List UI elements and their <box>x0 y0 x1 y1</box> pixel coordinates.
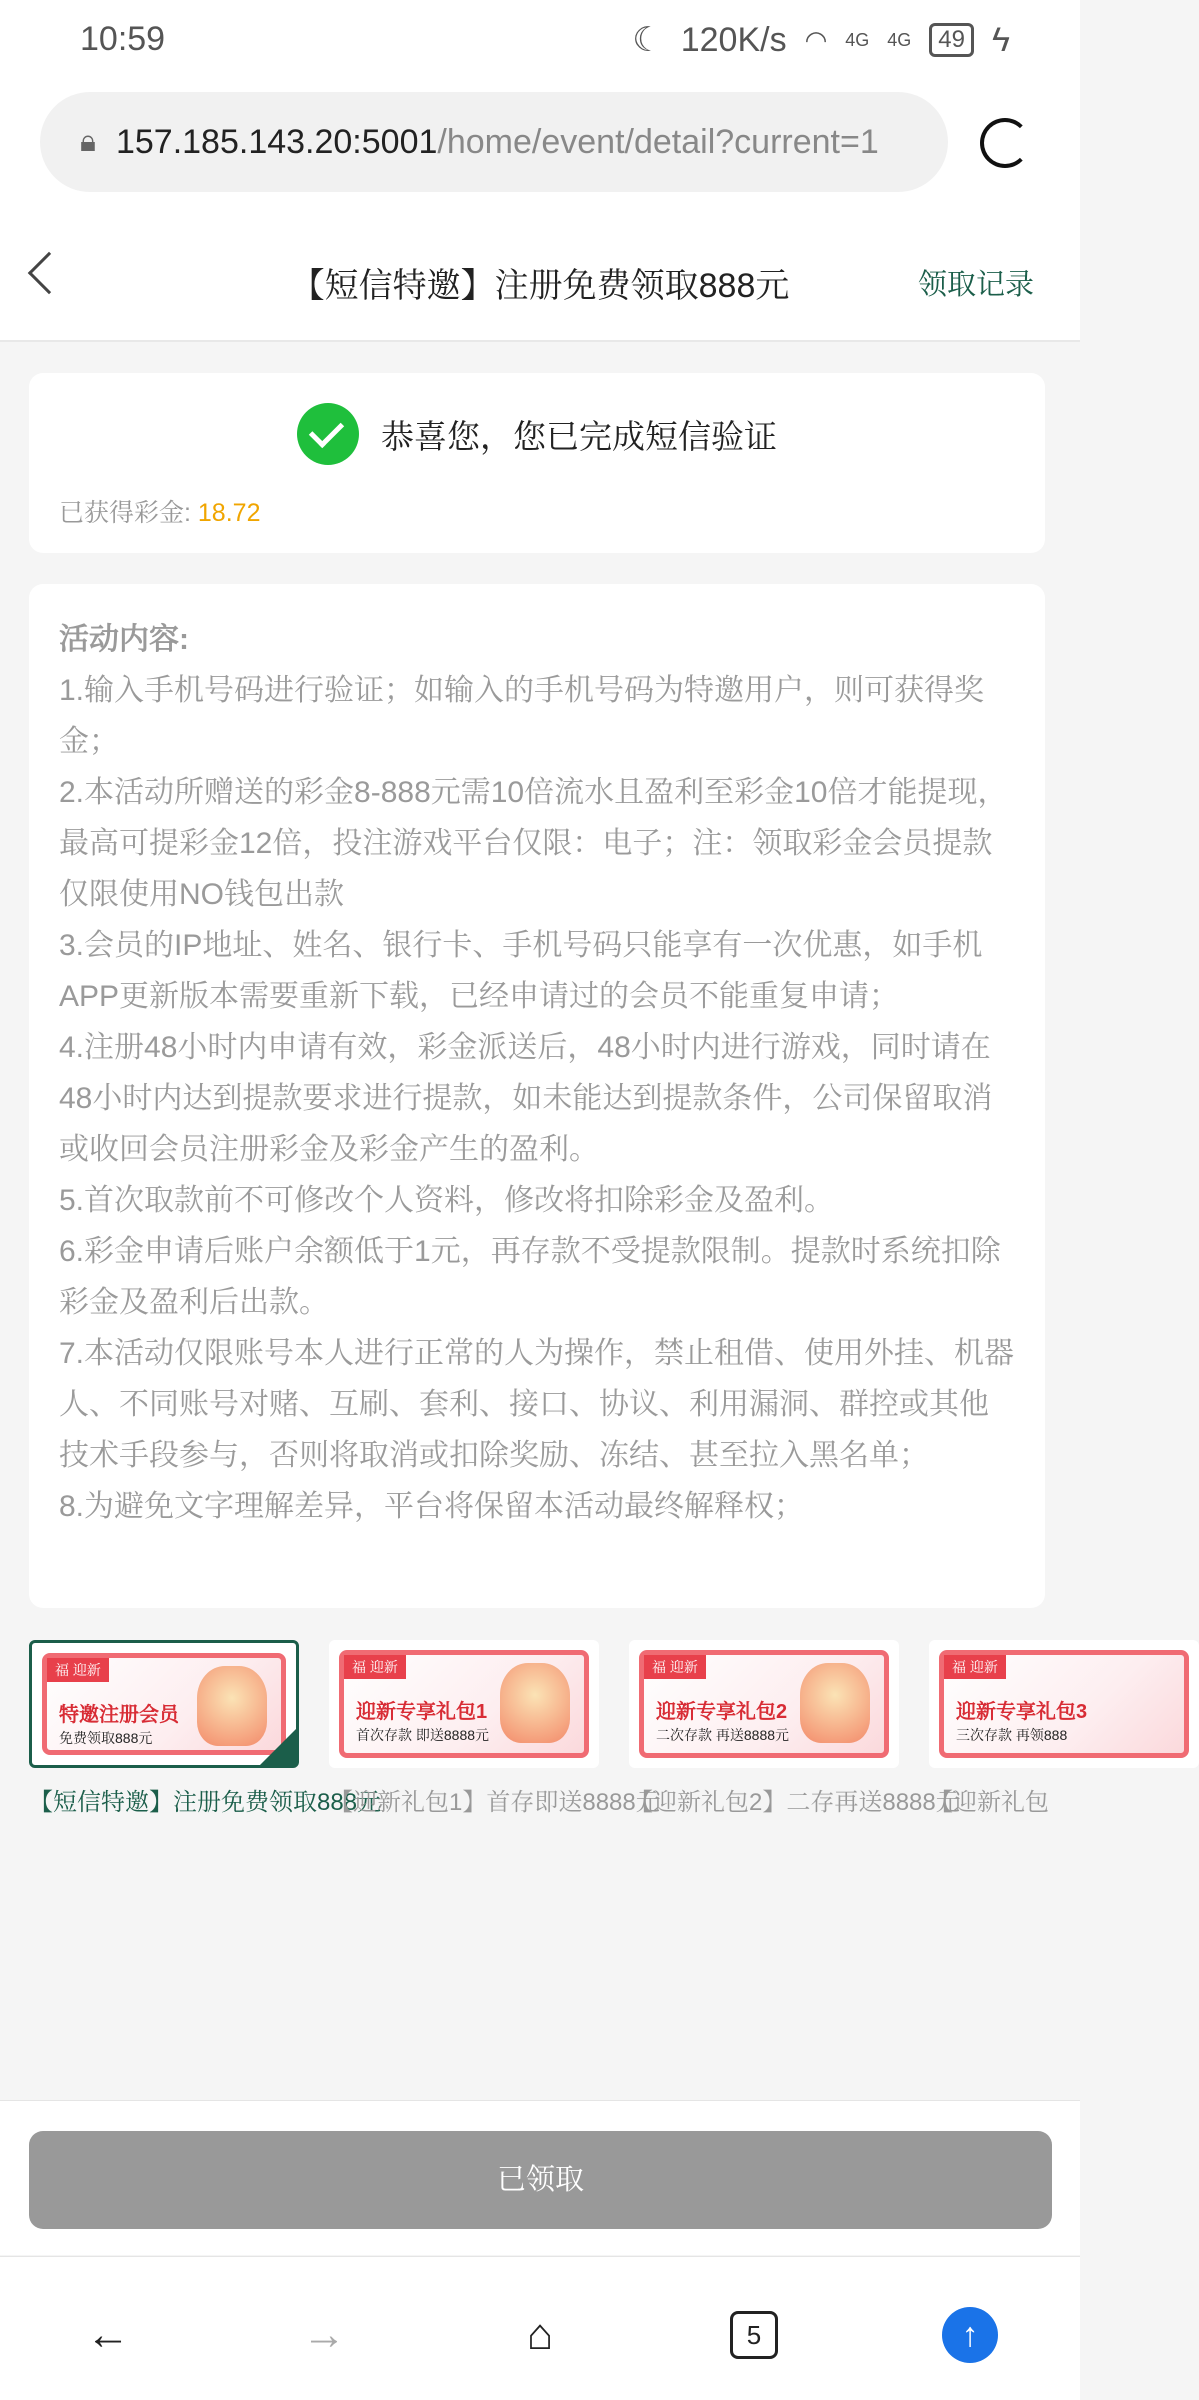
forward-arrow-icon[interactable]: → <box>302 2310 346 2359</box>
page-title: 【短信特邀】注册免费领取888元 <box>290 267 790 305</box>
browser-nav-bar <box>0 2256 1080 2400</box>
rule-item: 3.会员的IP地址、姓名、银行卡、手机号码只能享有一次优惠，如手机APP更新版本需要重新下载，已经申请过的会员不能重复申请； <box>59 929 983 1013</box>
mascot-image <box>197 1666 267 1746</box>
back-arrow-icon[interactable]: ← <box>86 2310 130 2359</box>
wifi-icon: ◠ <box>804 24 828 55</box>
banner-tag: 福 迎新 <box>47 1658 109 1682</box>
rule-item: 2.本活动所赠送的彩金8-888元需10倍流水且盈利至彩金10倍才能提现，最高可提彩金12倍，投注游戏平台仅限：电子；注：领取彩金会员提款仅限使用NO钱包出款 <box>59 776 1008 911</box>
rule-item: 8.为避免文字理解差异，平台将保留本活动最终解释权； <box>59 1490 805 1523</box>
event-banner <box>42 1653 286 1755</box>
event-banner <box>339 1650 589 1758</box>
event-caption: 【迎新礼包2】二存再送8888元 <box>629 1789 960 1816</box>
bonus-info <box>59 493 260 529</box>
banner-title: 迎新专享礼包3 <box>956 1701 1088 1723</box>
banner-title: 特邀注册会员 <box>59 1704 179 1726</box>
status-time: 10:59 <box>80 20 166 58</box>
result-card <box>29 373 1045 553</box>
status-bar <box>0 12 1080 72</box>
rule-item: 4.注册48小时内申请有效，彩金派送后，48小时内进行游戏，同时请在48小时内达到提款要求进行提款，如未能达到提款条件，公司保留取消或收回会员注册彩金及彩金产生的盈利。 <box>59 1031 993 1166</box>
signal-icon-2: 4G <box>887 29 912 50</box>
success-check-icon <box>297 403 359 465</box>
records-link[interactable]: 领取记录 <box>917 269 1034 301</box>
event-banner <box>639 1650 889 1758</box>
url-path: /home/event/detail?current=1 <box>437 122 879 161</box>
scroll-up-icon[interactable]: ↑ <box>942 2307 998 2363</box>
banner-title: 迎新专享礼包2 <box>656 1701 788 1723</box>
claimed-button[interactable]: 已领取 <box>29 2131 1052 2229</box>
top-area <box>0 0 1080 342</box>
banner-subtitle: 免费领取888元 <box>59 1730 153 1746</box>
rule-item: 1.输入手机号码进行验证；如输入的手机号码为特邀用户，则可获得奖金； <box>59 674 985 758</box>
rule-item: 5.首次取款前不可修改个人资料，修改将扣除彩金及盈利。 <box>59 1184 835 1217</box>
event-banner <box>939 1650 1189 1758</box>
mascot-image <box>800 1663 870 1743</box>
home-icon[interactable]: ⌂ <box>526 2310 554 2359</box>
reload-icon[interactable] <box>980 118 1030 168</box>
battery-icon: 49 <box>929 23 974 57</box>
signal-icon: 4G <box>845 29 870 50</box>
rule-item: 7.本活动仅限账号本人进行正常的人为操作，禁止租借、使用外挂、机器人、不同账号对赌、互刷、套利、接口、协议、利用漏洞、群控或其他技术手段参与，否则将取消或扣除奖励、冻结、甚至拉入黑名单； <box>59 1337 1015 1472</box>
event-caption: 【迎新礼包1】首存即送8888元 <box>329 1789 660 1816</box>
event-item-selected[interactable] <box>29 1640 382 1817</box>
page-header <box>0 240 1080 320</box>
address-bar[interactable] <box>40 92 948 192</box>
success-message: 恭喜您，您已完成短信验证 <box>381 417 777 455</box>
banner-title: 迎新专享礼包1 <box>356 1701 488 1723</box>
bonus-value: 18.72 <box>197 499 261 527</box>
event-carousel[interactable] <box>29 1640 1088 1817</box>
banner-tag: 福 迎新 <box>344 1655 406 1679</box>
banner-subtitle: 二次存款 再送8888元 <box>656 1727 790 1743</box>
banner-subtitle: 首次存款 即送8888元 <box>356 1727 490 1743</box>
mascot-image <box>500 1663 570 1743</box>
url-host: 157.185.143.20:5001 <box>115 122 438 161</box>
rules-heading: 活动内容: <box>59 623 189 656</box>
rules-card <box>29 584 1045 1608</box>
bonus-label: 已获得彩金: <box>59 499 191 527</box>
banner-tag: 福 迎新 <box>644 1655 706 1679</box>
lock-icon: 🔒︎ <box>80 125 96 158</box>
rule-item: 6.彩金申请后账户余额低于1元，再存款不受提款限制。提款时系统扣除彩金及盈利后出款。 <box>59 1235 1001 1319</box>
event-item[interactable] <box>329 1640 660 1817</box>
charging-icon: ϟ <box>992 20 1010 59</box>
event-item[interactable] <box>629 1640 960 1817</box>
network-speed: 120K/s <box>680 20 787 59</box>
event-caption: 【迎新礼包 <box>929 1789 1049 1816</box>
banner-tag: 福 迎新 <box>944 1655 1006 1679</box>
event-caption: 【短信特邀】注册免费领取888元 <box>29 1789 382 1816</box>
selected-check-icon <box>260 1729 296 1765</box>
action-bar <box>0 2100 1080 2255</box>
moon-icon: ☾ <box>632 21 663 59</box>
tabs-button[interactable]: 5 <box>730 2311 778 2359</box>
event-item[interactable] <box>929 1640 1199 1817</box>
banner-subtitle: 三次存款 再领888 <box>956 1727 1068 1743</box>
